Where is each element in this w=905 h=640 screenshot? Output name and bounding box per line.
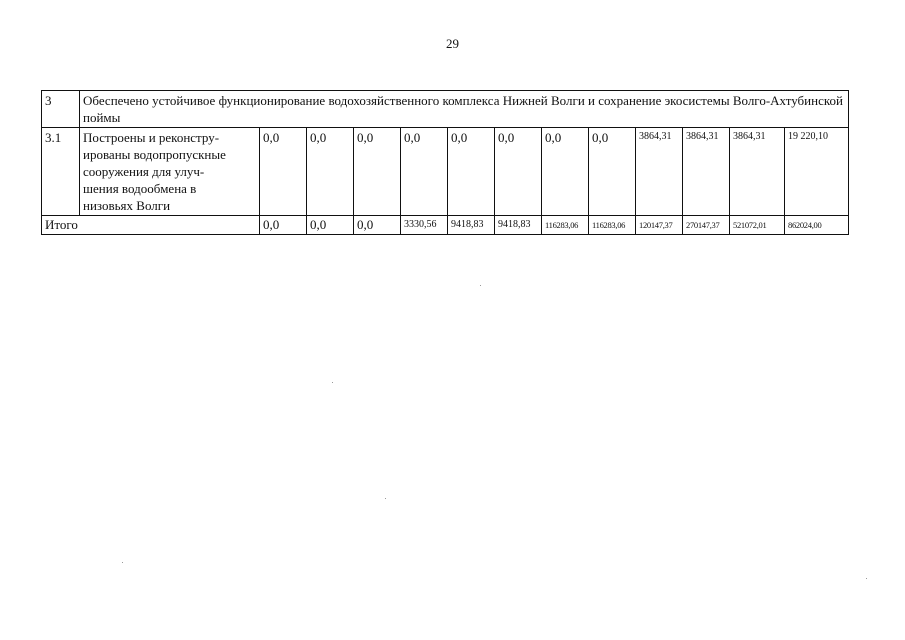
page-number: 29: [446, 36, 459, 51]
total-value-3: 0,0: [354, 216, 401, 235]
scan-speck: [480, 285, 481, 286]
row-3-1-value-4: 0,0: [401, 128, 448, 216]
row-3-1-number: 3.1: [42, 128, 80, 216]
total-label: Итого: [42, 216, 260, 235]
row-3-1-value-1: 0,0: [260, 128, 307, 216]
scan-speck: [332, 382, 333, 383]
total-value-4: 3330,56: [401, 216, 448, 235]
table-row-3: [42, 91, 849, 128]
total-value-5: 9418,83: [448, 216, 495, 235]
row-3-1-value-9: 3864,31: [636, 128, 683, 216]
row-3-1-value-2: 0,0: [307, 128, 354, 216]
row-3-1-text: Построены и реконстру- ированы водопропускные сооружения для улуч- шения водообмена в низовьях Волги: [80, 128, 260, 216]
total-value-1: 0,0: [260, 216, 307, 235]
row-3-1-value-12: 19 220,10: [785, 128, 849, 216]
scan-speck: [866, 578, 867, 579]
total-value-11: 521072,01: [730, 216, 785, 235]
row-3-1-value-11: 3864,31: [730, 128, 785, 216]
total-value-8: 116283,06: [589, 216, 636, 235]
total-value-9: 120147,37: [636, 216, 683, 235]
row-3-1-value-5: 0,0: [448, 128, 495, 216]
total-value-2: 0,0: [307, 216, 354, 235]
total-value-7: 116283,06: [542, 216, 589, 235]
budget-table: [41, 90, 849, 235]
total-value-6: 9418,83: [495, 216, 542, 235]
scan-speck: [385, 498, 386, 499]
total-value-10: 270147,37: [683, 216, 730, 235]
row-3-text: Обеспечено устойчивое функционирование водохозяйственного комплекса Нижней Волги и сохранение экосистемы Волго-Ахтубинской поймы: [80, 91, 849, 128]
scan-speck: [122, 562, 123, 563]
row-3-1-value-8: 0,0: [589, 128, 636, 216]
table-row-total: [42, 216, 849, 235]
row-3-number: 3: [42, 91, 80, 128]
row-3-1-value-10: 3864,31: [683, 128, 730, 216]
row-3-1-value-3: 0,0: [354, 128, 401, 216]
row-3-1-value-6: 0,0: [495, 128, 542, 216]
total-value-12: 862024,00: [785, 216, 849, 235]
table-row-3-1: [42, 128, 849, 216]
row-3-1-value-7: 0,0: [542, 128, 589, 216]
